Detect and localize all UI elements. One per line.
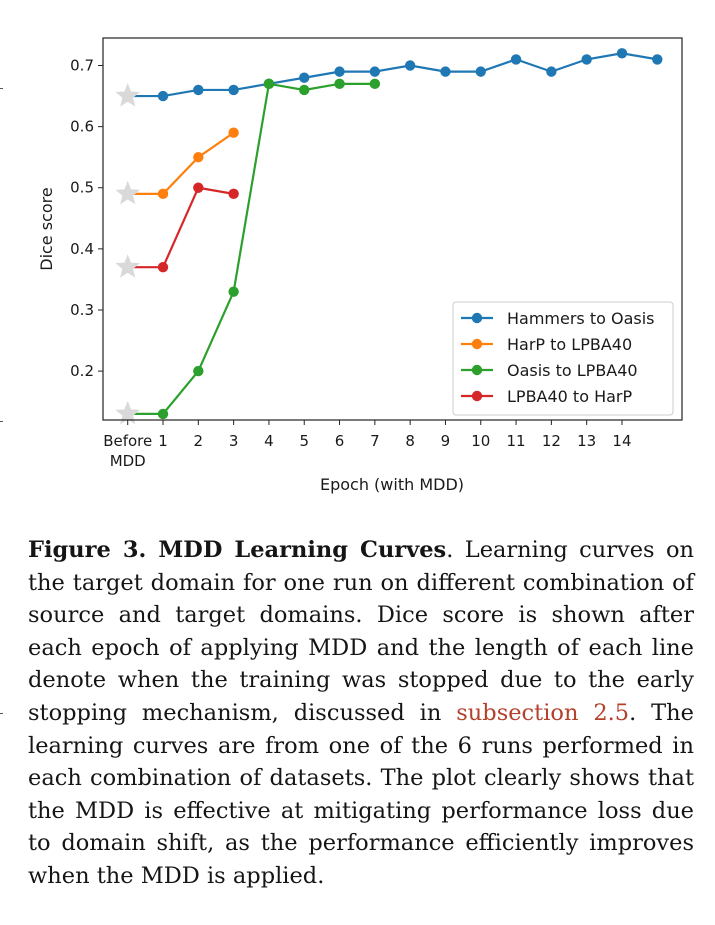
data-point-hammers-to-oasis xyxy=(617,48,627,58)
data-point-harp-to-lpba40 xyxy=(193,152,203,162)
x-tick-label: 6 xyxy=(334,432,345,450)
data-point-lpba40-to-harp xyxy=(158,262,168,272)
y-tick-label: 0.5 xyxy=(70,178,94,197)
legend-swatch-marker xyxy=(472,313,482,323)
series-line-lpba40-to-harp xyxy=(128,188,234,267)
before-mdd-star-hammers-to-oasis xyxy=(115,83,140,107)
x-tick-label: 7 xyxy=(370,432,380,450)
x-tick-label: 13 xyxy=(577,432,597,450)
x-tick-label: 5 xyxy=(299,432,310,450)
data-point-oasis-to-lpba40 xyxy=(264,79,274,89)
y-tick-label: 0.3 xyxy=(70,300,94,319)
y-tick-label: 0.4 xyxy=(70,239,94,258)
legend-label: LPBA40 to HarP xyxy=(507,387,633,406)
data-point-hammers-to-oasis xyxy=(405,60,415,70)
legend-swatch-marker xyxy=(472,339,482,349)
x-tick-label: 1 xyxy=(158,432,168,450)
data-point-hammers-to-oasis xyxy=(476,66,486,76)
data-point-oasis-to-lpba40 xyxy=(334,79,344,89)
x-tick-label: MDD xyxy=(109,452,146,470)
series-line-hammers-to-oasis xyxy=(128,53,658,96)
x-tick-label: 12 xyxy=(541,432,561,450)
x-tick-label: 11 xyxy=(506,432,526,450)
data-point-hammers-to-oasis xyxy=(652,54,662,64)
before-mdd-star-harp-to-lpba40 xyxy=(115,181,140,205)
data-point-lpba40-to-harp xyxy=(228,189,238,199)
margin-mark xyxy=(0,713,3,714)
data-point-lpba40-to-harp xyxy=(193,183,203,193)
data-point-hammers-to-oasis xyxy=(511,54,521,64)
margin-mark xyxy=(0,88,3,89)
figure-caption xyxy=(28,534,694,893)
data-point-harp-to-lpba40 xyxy=(158,189,168,199)
y-tick-label: 0.7 xyxy=(70,56,94,75)
x-tick-label: 2 xyxy=(193,432,204,450)
figure-label: Figure 3. MDD Learning Curves xyxy=(28,537,447,563)
x-tick-label: 10 xyxy=(471,432,491,450)
data-point-hammers-to-oasis xyxy=(581,54,591,64)
x-tick-label: 4 xyxy=(264,432,274,450)
x-tick-label: Before xyxy=(103,432,153,450)
data-point-oasis-to-lpba40 xyxy=(193,366,203,376)
y-tick-label: 0.6 xyxy=(70,117,94,136)
data-point-oasis-to-lpba40 xyxy=(228,286,238,296)
x-tick-label: 14 xyxy=(612,432,632,450)
data-point-hammers-to-oasis xyxy=(546,66,556,76)
data-point-hammers-to-oasis xyxy=(440,66,450,76)
data-point-oasis-to-lpba40 xyxy=(158,409,168,419)
legend-label: Hammers to Oasis xyxy=(507,309,655,328)
legend-label: HarP to LPBA40 xyxy=(507,335,633,354)
caption-text-2: . The learning curves are from one of the 6 runs performed in each combination of datasets. The plot clearly shows that the MDD is effective at mitigating performance loss due to domain shift, as the performance efficiently improves when the MDD is applied. xyxy=(28,699,694,889)
data-point-hammers-to-oasis xyxy=(158,91,168,101)
legend-label: Oasis to LPBA40 xyxy=(507,361,638,380)
caption-text-1: . Learning curves on the target domain for one run on different combination of source and target domains. Dice score is shown after each epoch of applying MDD and the length of each line denote when the training was stopped due to the early stopping mechanism, discussed in xyxy=(28,537,694,726)
data-point-hammers-to-oasis xyxy=(334,66,344,76)
subsection-link[interactable]: subsection 2.5 xyxy=(456,699,630,726)
x-tick-label: 9 xyxy=(440,432,451,450)
margin-mark xyxy=(0,421,3,422)
legend-swatch-marker xyxy=(472,365,482,375)
series-line-harp-to-lpba40 xyxy=(128,133,234,194)
data-point-oasis-to-lpba40 xyxy=(299,85,309,95)
data-point-harp-to-lpba40 xyxy=(228,128,238,138)
data-point-oasis-to-lpba40 xyxy=(370,79,380,89)
data-point-hammers-to-oasis xyxy=(299,73,309,83)
legend-swatch-marker xyxy=(472,391,482,401)
data-point-hammers-to-oasis xyxy=(228,85,238,95)
data-point-hammers-to-oasis xyxy=(370,66,380,76)
series-line-oasis-to-lpba40 xyxy=(128,84,375,414)
y-axis-label: Dice score xyxy=(37,187,56,271)
x-tick-label: 8 xyxy=(405,432,415,450)
before-mdd-star-lpba40-to-harp xyxy=(115,254,140,278)
x-axis-label: Epoch (with MDD) xyxy=(319,475,465,494)
y-tick-label: 0.2 xyxy=(70,362,94,381)
x-tick-label: 3 xyxy=(228,432,239,450)
data-point-hammers-to-oasis xyxy=(193,85,203,95)
